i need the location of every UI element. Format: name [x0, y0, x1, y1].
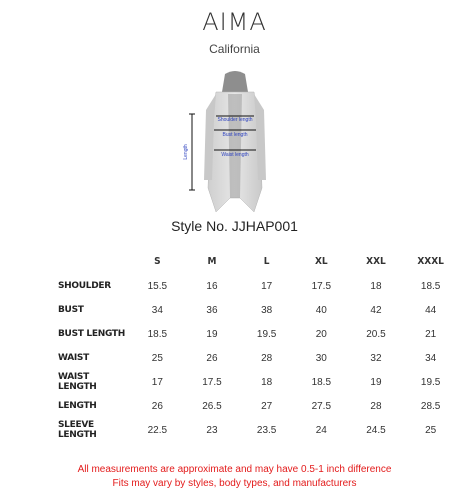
- measurement-value: 19: [370, 376, 382, 388]
- measurement-value: 15.5: [147, 280, 168, 292]
- measurement-label: LENGTH: [58, 401, 97, 411]
- measurement-label: BUST: [58, 305, 84, 315]
- measurement-value: 27: [261, 400, 273, 412]
- measurement-value: 26.5: [202, 400, 222, 412]
- size-header: S: [154, 255, 161, 267]
- measurement-value: 22.5: [147, 424, 168, 436]
- measurement-value: 23: [206, 424, 218, 436]
- measurement-disclaimer: All measurements are approximate and may have 0.5-1 inch difference: [77, 464, 392, 475]
- size-header-corner: [58, 248, 130, 274]
- measurement-value: 19.5: [420, 376, 441, 388]
- measurement-value: 16: [206, 280, 218, 292]
- measurement-value: 24.5: [366, 424, 386, 436]
- measurement-value: 18.5: [420, 280, 441, 292]
- measurement-value: 26: [206, 352, 218, 364]
- table-row: [58, 394, 458, 418]
- shoulder-length-label: Shoulder length: [217, 117, 253, 123]
- measurement-value: 28: [261, 352, 273, 364]
- measurement-value: 18: [261, 376, 273, 388]
- brand-location: California: [209, 42, 260, 56]
- measurement-value: 23.5: [256, 424, 277, 436]
- table-row: [58, 346, 458, 370]
- measurement-value: 40: [315, 304, 327, 316]
- size-header: M: [207, 255, 217, 267]
- measurement-value: 19: [206, 328, 218, 340]
- inner-panel-shape: [228, 94, 242, 198]
- measurement-value: 28.5: [420, 400, 441, 412]
- measurement-value: 44: [425, 304, 437, 316]
- size-chart-table: [58, 248, 458, 442]
- size-table-body: [58, 274, 458, 442]
- measurement-value: 21: [425, 328, 437, 340]
- size-header: XL: [314, 255, 328, 267]
- measurement-value: 17: [151, 376, 163, 388]
- style-number: Style No. JJHAP001: [171, 218, 298, 234]
- measurement-value: 17.5: [202, 376, 222, 388]
- waist-length-label: Waist length: [221, 152, 249, 158]
- table-row: [58, 370, 458, 394]
- table-row: [58, 274, 458, 298]
- table-row: [58, 418, 458, 442]
- size-header: L: [263, 255, 270, 267]
- measurement-value: 30: [315, 352, 327, 364]
- measurement-value: 20: [315, 328, 327, 340]
- brand-name: AIMA: [202, 8, 267, 36]
- measurement-value: 32: [370, 352, 382, 364]
- measurement-value: 20.5: [366, 328, 386, 340]
- size-header: XXXL: [417, 255, 444, 267]
- garment-diagram: [170, 70, 300, 220]
- measurement-value: 38: [261, 304, 273, 316]
- measurement-value: 24: [315, 424, 327, 436]
- bust-length-label: Bust length: [222, 132, 248, 138]
- table-row: [58, 322, 458, 346]
- measurement-label: BUST LENGTH: [58, 329, 125, 339]
- measurement-value: 19.5: [256, 328, 277, 340]
- measurement-value: 25: [425, 424, 437, 436]
- measurement-value: 18.5: [311, 376, 332, 388]
- measurement-label: WAIST LENGTH: [58, 372, 97, 392]
- measurement-value: 17: [261, 280, 273, 292]
- size-header-row: [58, 248, 458, 274]
- measurement-value: 26: [151, 400, 163, 412]
- measurement-label: WAIST: [58, 353, 89, 363]
- measurement-value: 25: [151, 352, 163, 364]
- length-label: Length: [183, 144, 189, 160]
- measurement-label: SHOULDER: [58, 281, 111, 291]
- measurement-value: 27.5: [311, 400, 332, 412]
- measurement-value: 42: [370, 304, 382, 316]
- measurement-value: 34: [425, 352, 437, 364]
- measurement-value: 28: [370, 400, 382, 412]
- measurement-value: 17.5: [311, 280, 332, 292]
- measurement-value: 18.5: [147, 328, 168, 340]
- measurement-value: 34: [151, 304, 163, 316]
- measurement-value: 18: [370, 280, 382, 292]
- hood-shape: [222, 71, 248, 95]
- fit-disclaimer: Fits may vary by styles, body types, and manufacturers: [112, 478, 357, 489]
- measurement-value: 36: [206, 304, 218, 316]
- table-row: [58, 298, 458, 322]
- measurement-label: SLEEVE LENGTH: [58, 420, 97, 440]
- size-header: XXL: [366, 255, 386, 267]
